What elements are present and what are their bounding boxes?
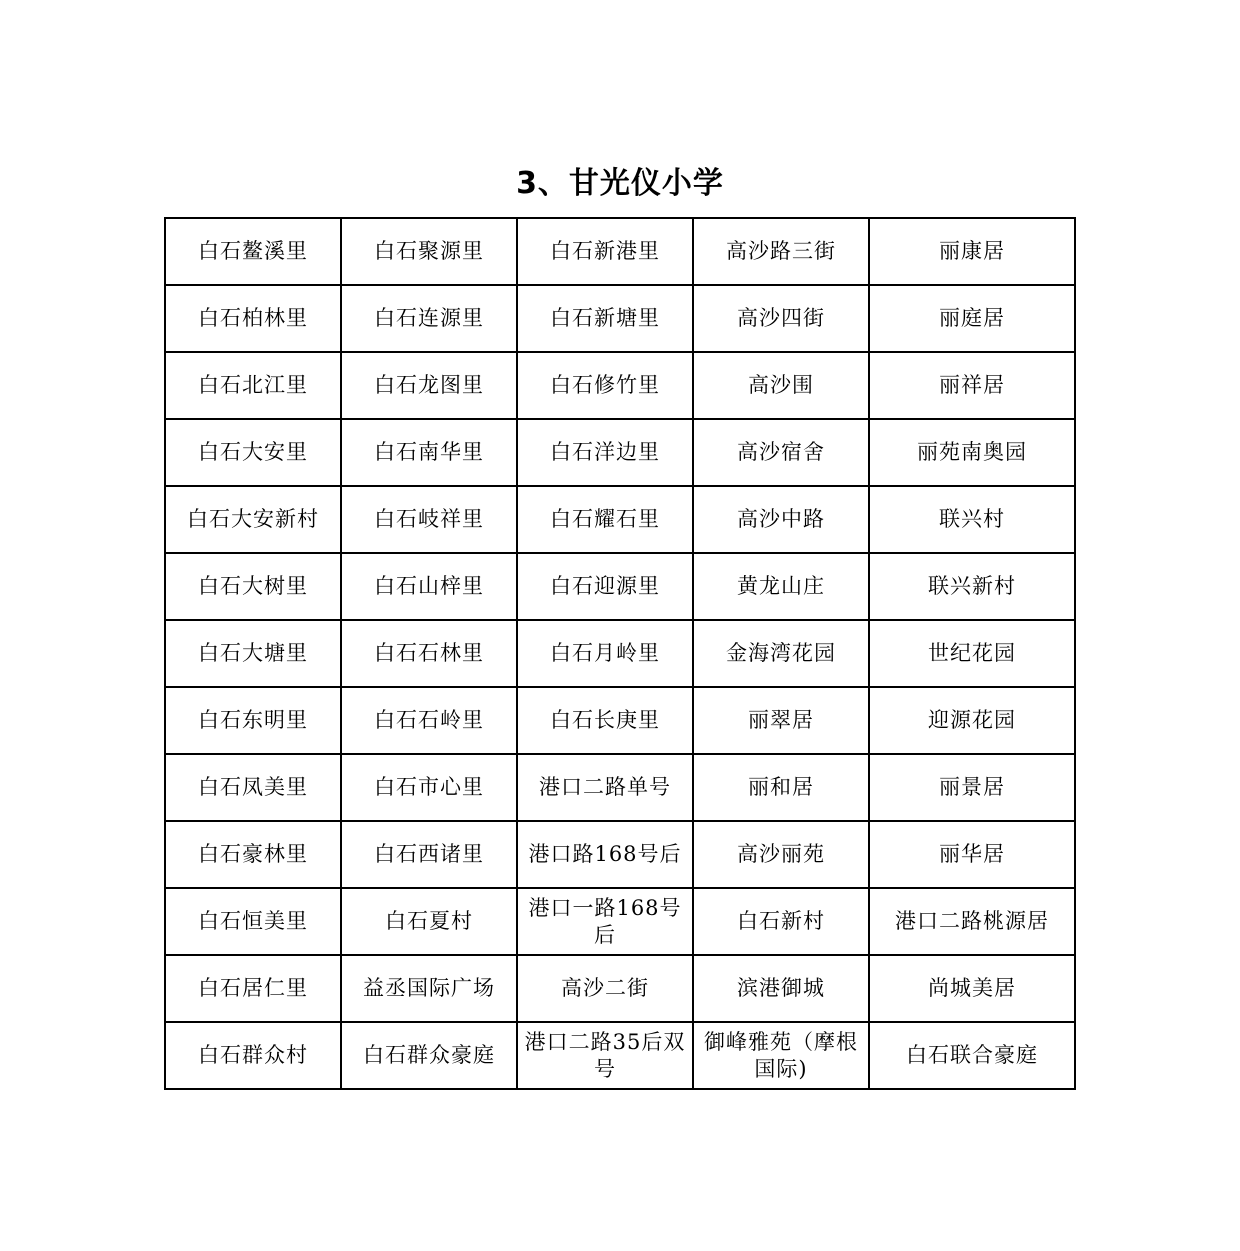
table-row <box>165 888 1075 955</box>
address-cell: 白石迎源里 <box>517 553 693 620</box>
address-cell: 丽庭居 <box>869 285 1075 352</box>
address-cell: 白石夏村 <box>341 888 517 955</box>
address-cell: 高沙围 <box>693 352 869 419</box>
address-cell: 世纪花园 <box>869 620 1075 687</box>
address-cell: 白石大安里 <box>165 419 341 486</box>
address-cell: 丽康居 <box>869 218 1075 285</box>
address-cell: 丽景居 <box>869 754 1075 821</box>
address-cell: 白石大安新村 <box>165 486 341 553</box>
address-cell: 联兴村 <box>869 486 1075 553</box>
table-row <box>165 419 1075 486</box>
table-row <box>165 687 1075 754</box>
address-cell: 白石耀石里 <box>517 486 693 553</box>
address-cell: 白石北江里 <box>165 352 341 419</box>
table-row <box>165 821 1075 888</box>
address-cell: 迎源花园 <box>869 687 1075 754</box>
address-cell: 白石新港里 <box>517 218 693 285</box>
address-cell: 白石洋边里 <box>517 419 693 486</box>
address-cell: 滨港御城 <box>693 955 869 1022</box>
address-cell: 白石南华里 <box>341 419 517 486</box>
table-row <box>165 620 1075 687</box>
address-cell: 白石石岭里 <box>341 687 517 754</box>
address-cell: 白石联合豪庭 <box>869 1022 1075 1089</box>
address-cell: 丽祥居 <box>869 352 1075 419</box>
address-cell: 白石柏林里 <box>165 285 341 352</box>
address-cell: 白石鳌溪里 <box>165 218 341 285</box>
address-cell: 白石聚源里 <box>341 218 517 285</box>
address-cell: 白石长庚里 <box>517 687 693 754</box>
address-cell: 白石大树里 <box>165 553 341 620</box>
address-cell: 益丞国际广场 <box>341 955 517 1022</box>
address-cell: 白石石林里 <box>341 620 517 687</box>
table-row <box>165 218 1075 285</box>
table-row <box>165 955 1075 1022</box>
address-cell: 港口一路168号后 <box>517 888 693 955</box>
address-cell: 港口二路单号 <box>517 754 693 821</box>
address-cell: 高沙路三街 <box>693 218 869 285</box>
address-cell: 丽华居 <box>869 821 1075 888</box>
address-cell: 高沙四街 <box>693 285 869 352</box>
address-cell: 丽苑南奥园 <box>869 419 1075 486</box>
address-cell: 高沙中路 <box>693 486 869 553</box>
address-cell: 白石大塘里 <box>165 620 341 687</box>
table-row <box>165 754 1075 821</box>
address-cell: 金海湾花园 <box>693 620 869 687</box>
address-cell: 联兴新村 <box>869 553 1075 620</box>
page-title: 3、甘光仪小学 <box>516 166 724 201</box>
address-cell: 白石群众村 <box>165 1022 341 1089</box>
address-cell: 高沙二街 <box>517 955 693 1022</box>
address-cell: 白石岐祥里 <box>341 486 517 553</box>
address-cell: 白石龙图里 <box>341 352 517 419</box>
address-cell: 白石居仁里 <box>165 955 341 1022</box>
address-table-body <box>165 218 1075 1089</box>
address-cell: 白石市心里 <box>341 754 517 821</box>
address-cell: 白石山梓里 <box>341 553 517 620</box>
address-cell: 白石连源里 <box>341 285 517 352</box>
address-cell: 白石月岭里 <box>517 620 693 687</box>
address-cell: 高沙丽苑 <box>693 821 869 888</box>
address-cell: 丽翠居 <box>693 687 869 754</box>
table-row <box>165 1022 1075 1089</box>
address-cell: 白石豪林里 <box>165 821 341 888</box>
address-cell: 尚城美居 <box>869 955 1075 1022</box>
address-cell: 港口路168号后 <box>517 821 693 888</box>
address-cell: 白石东明里 <box>165 687 341 754</box>
address-cell: 御峰雅苑（摩根国际) <box>693 1022 869 1089</box>
address-cell: 白石恒美里 <box>165 888 341 955</box>
address-cell: 港口二路35后双号 <box>517 1022 693 1089</box>
address-cell: 白石群众豪庭 <box>341 1022 517 1089</box>
address-cell: 港口二路桃源居 <box>869 888 1075 955</box>
table-row <box>165 352 1075 419</box>
address-cell: 黄龙山庄 <box>693 553 869 620</box>
address-table <box>164 217 1076 1090</box>
table-row <box>165 553 1075 620</box>
table-row <box>165 486 1075 553</box>
address-cell: 白石西诸里 <box>341 821 517 888</box>
address-cell: 白石修竹里 <box>517 352 693 419</box>
address-cell: 白石凤美里 <box>165 754 341 821</box>
address-cell: 丽和居 <box>693 754 869 821</box>
address-cell: 白石新村 <box>693 888 869 955</box>
table-row <box>165 285 1075 352</box>
address-cell: 白石新塘里 <box>517 285 693 352</box>
address-cell: 高沙宿舍 <box>693 419 869 486</box>
